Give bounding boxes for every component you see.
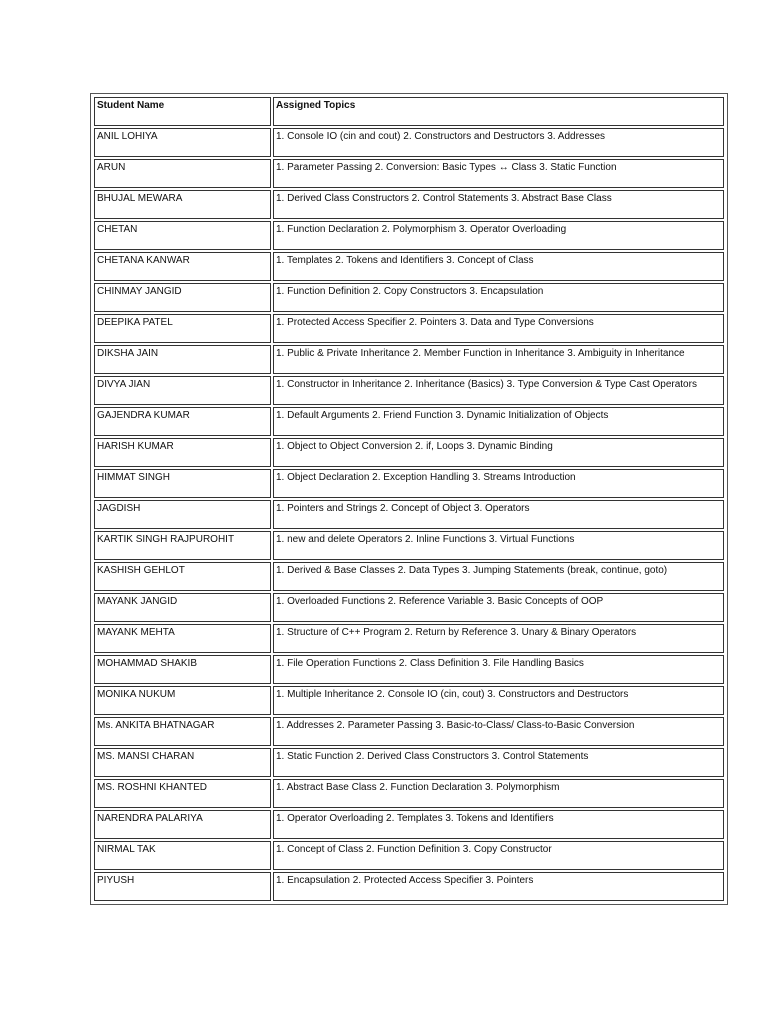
student-name-cell: PIYUSH	[94, 872, 271, 901]
assigned-topics-cell: 1. Function Definition 2. Copy Constructors 3. Encapsulation	[273, 283, 724, 312]
student-name-cell: JAGDISH	[94, 500, 271, 529]
table-row	[94, 283, 724, 312]
table-row	[94, 717, 724, 746]
table-row	[94, 748, 724, 777]
table-row	[94, 531, 724, 560]
student-name-cell: NIRMAL TAK	[94, 841, 271, 870]
table-row	[94, 128, 724, 157]
assignment-table-frame	[90, 93, 728, 905]
assignment-table	[92, 95, 726, 903]
assigned-topics-cell: 1. Abstract Base Class 2. Function Declaration 3. Polymorphism	[273, 779, 724, 808]
table-header-row	[94, 97, 724, 126]
table-row	[94, 500, 724, 529]
assigned-topics-cell: 1. Protected Access Specifier 2. Pointers 3. Data and Type Conversions	[273, 314, 724, 343]
table-row	[94, 872, 724, 901]
table-body	[94, 128, 724, 901]
student-name-cell: KASHISH GEHLOT	[94, 562, 271, 591]
table-row	[94, 562, 724, 591]
table-row	[94, 686, 724, 715]
assigned-topics-cell: 1. new and delete Operators 2. Inline Functions 3. Virtual Functions	[273, 531, 724, 560]
assigned-topics-cell: 1. Static Function 2. Derived Class Constructors 3. Control Statements	[273, 748, 724, 777]
assigned-topics-cell: 1. Function Declaration 2. Polymorphism 3. Operator Overloading	[273, 221, 724, 250]
table-row	[94, 190, 724, 219]
table-row	[94, 841, 724, 870]
assigned-topics-cell: 1. Multiple Inheritance 2. Console IO (cin, cout) 3. Constructors and Destructors	[273, 686, 724, 715]
table-row	[94, 345, 724, 374]
student-name-cell: MAYANK MEHTA	[94, 624, 271, 653]
student-name-cell: MONIKA NUKUM	[94, 686, 271, 715]
student-name-cell: ARUN	[94, 159, 271, 188]
table-row	[94, 407, 724, 436]
assigned-topics-cell: 1. Addresses 2. Parameter Passing 3. Basic-to-Class/ Class-to-Basic Conversion	[273, 717, 724, 746]
table-row	[94, 376, 724, 405]
assigned-topics-cell: 1. Object Declaration 2. Exception Handling 3. Streams Introduction	[273, 469, 724, 498]
student-name-cell: ANIL LOHIYA	[94, 128, 271, 157]
student-name-cell: DEEPIKA PATEL	[94, 314, 271, 343]
student-name-cell: NARENDRA PALARIYA	[94, 810, 271, 839]
assigned-topics-cell: 1. Object to Object Conversion 2. if, Loops 3. Dynamic Binding	[273, 438, 724, 467]
table-row	[94, 593, 724, 622]
assigned-topics-cell: 1. Concept of Class 2. Function Definition 3. Copy Constructor	[273, 841, 724, 870]
assigned-topics-cell: 1. Constructor in Inheritance 2. Inheritance (Basics) 3. Type Conversion & Type Cast Operators	[273, 376, 724, 405]
assigned-topics-cell: 1. Public & Private Inheritance 2. Member Function in Inheritance 3. Ambiguity in Inheritance	[273, 345, 724, 374]
student-name-cell: BHUJAL MEWARA	[94, 190, 271, 219]
header-assigned-topics: Assigned Topics	[273, 97, 724, 126]
table-row	[94, 624, 724, 653]
table-row	[94, 779, 724, 808]
table-row	[94, 314, 724, 343]
assigned-topics-cell: 1. Operator Overloading 2. Templates 3. Tokens and Identifiers	[273, 810, 724, 839]
assigned-topics-cell: 1. Console IO (cin and cout) 2. Constructors and Destructors 3. Addresses	[273, 128, 724, 157]
student-name-cell: HIMMAT SINGH	[94, 469, 271, 498]
assigned-topics-cell: 1. Pointers and Strings 2. Concept of Object 3. Operators	[273, 500, 724, 529]
table-row	[94, 810, 724, 839]
assigned-topics-cell: 1. Default Arguments 2. Friend Function 3. Dynamic Initialization of Objects	[273, 407, 724, 436]
student-name-cell: MOHAMMAD SHAKIB	[94, 655, 271, 684]
assigned-topics-cell: 1. File Operation Functions 2. Class Definition 3. File Handling Basics	[273, 655, 724, 684]
table-row	[94, 438, 724, 467]
student-name-cell: CHETAN	[94, 221, 271, 250]
student-name-cell: CHINMAY JANGID	[94, 283, 271, 312]
student-name-cell: CHETANA KANWAR	[94, 252, 271, 281]
assigned-topics-cell: 1. Structure of C++ Program 2. Return by Reference 3. Unary & Binary Operators	[273, 624, 724, 653]
student-name-cell: MS. ROSHNI KHANTED	[94, 779, 271, 808]
assigned-topics-cell: 1. Templates 2. Tokens and Identifiers 3. Concept of Class	[273, 252, 724, 281]
assigned-topics-cell: 1. Overloaded Functions 2. Reference Variable 3. Basic Concepts of OOP	[273, 593, 724, 622]
table-row	[94, 221, 724, 250]
student-name-cell: KARTIK SINGH RAJPUROHIT	[94, 531, 271, 560]
assigned-topics-cell: 1. Parameter Passing 2. Conversion: Basic Types ↔ Class 3. Static Function	[273, 159, 724, 188]
student-name-cell: GAJENDRA KUMAR	[94, 407, 271, 436]
assigned-topics-cell: 1. Derived & Base Classes 2. Data Types 3. Jumping Statements (break, continue, goto)	[273, 562, 724, 591]
student-name-cell: HARISH KUMAR	[94, 438, 271, 467]
student-name-cell: DIKSHA JAIN	[94, 345, 271, 374]
student-name-cell: MS. MANSI CHARAN	[94, 748, 271, 777]
student-name-cell: Ms. ANKITA BHATNAGAR	[94, 717, 271, 746]
student-name-cell: DIVYA JIAN	[94, 376, 271, 405]
table-row	[94, 159, 724, 188]
table-row	[94, 252, 724, 281]
table-row	[94, 469, 724, 498]
assigned-topics-cell: 1. Encapsulation 2. Protected Access Specifier 3. Pointers	[273, 872, 724, 901]
table-row	[94, 655, 724, 684]
header-student-name: Student Name	[94, 97, 271, 126]
student-name-cell: MAYANK JANGID	[94, 593, 271, 622]
assigned-topics-cell: 1. Derived Class Constructors 2. Control Statements 3. Abstract Base Class	[273, 190, 724, 219]
